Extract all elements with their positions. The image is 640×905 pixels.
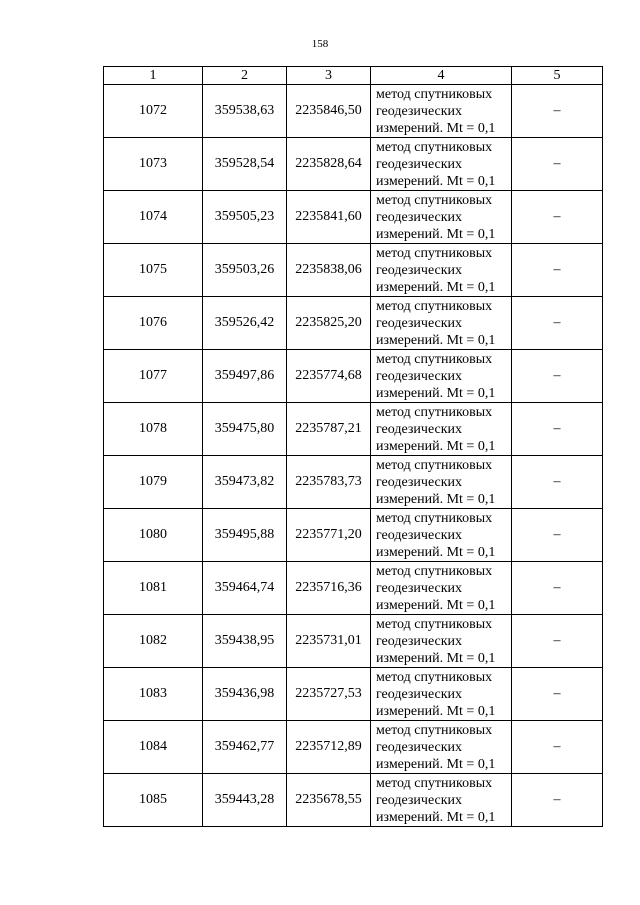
method-text-line2: геодезических (376, 633, 463, 649)
method-text-line2: геодезических (376, 580, 463, 596)
method-text-line2: геодезических (376, 156, 463, 172)
x-coordinate-cell: 359526,42 (203, 297, 287, 350)
method-text-line1: метод спутниковых (376, 351, 493, 367)
page-number: 158 (311, 38, 329, 50)
table-row (104, 562, 603, 615)
table-row (104, 138, 603, 191)
x-coordinate-cell: 359473,82 (203, 456, 287, 509)
method-text-line3: измерений. Mt = 0,1 (376, 332, 496, 348)
header-col-3: 3 (287, 67, 371, 85)
x-coordinate-cell: 359443,28 (203, 774, 287, 827)
y-coordinate-cell: 2235716,36 (287, 562, 371, 615)
header-col-2: 2 (203, 67, 287, 85)
header-col-5: 5 (512, 67, 603, 85)
method-text-line2: геодезических (376, 315, 463, 331)
method-cell (371, 403, 512, 456)
x-coordinate-cell: 359528,54 (203, 138, 287, 191)
method-text-line3: измерений. Mt = 0,1 (376, 226, 496, 242)
y-coordinate-cell: 2235825,20 (287, 297, 371, 350)
method-cell (371, 774, 512, 827)
x-coordinate-cell: 359497,86 (203, 350, 287, 403)
note-cell: – (512, 615, 603, 668)
table-row (104, 297, 603, 350)
note-cell: – (512, 244, 603, 297)
point-number-cell: 1077 (104, 350, 203, 403)
y-coordinate-cell: 2235774,68 (287, 350, 371, 403)
method-text-line1: метод спутниковых (376, 510, 493, 526)
header-col-4: 4 (371, 67, 512, 85)
x-coordinate-cell: 359462,77 (203, 721, 287, 774)
point-number-cell: 1075 (104, 244, 203, 297)
method-cell (371, 668, 512, 721)
method-text-line2: геодезических (376, 421, 463, 437)
y-coordinate-cell: 2235838,06 (287, 244, 371, 297)
note-cell: – (512, 191, 603, 244)
table-row (104, 85, 603, 138)
note-cell: – (512, 138, 603, 191)
y-coordinate-cell: 2235846,50 (287, 85, 371, 138)
table-row (104, 350, 603, 403)
x-coordinate-cell: 359538,63 (203, 85, 287, 138)
note-cell: – (512, 456, 603, 509)
table-row (104, 509, 603, 562)
method-cell (371, 456, 512, 509)
table-row (104, 668, 603, 721)
point-number-cell: 1082 (104, 615, 203, 668)
method-text-line3: измерений. Mt = 0,1 (376, 650, 496, 666)
method-cell (371, 615, 512, 668)
table-row (104, 456, 603, 509)
point-number-cell: 1076 (104, 297, 203, 350)
note-cell: – (512, 350, 603, 403)
method-text-line2: геодезических (376, 474, 463, 490)
method-text-line3: измерений. Mt = 0,1 (376, 438, 496, 454)
method-text-line1: метод спутниковых (376, 722, 493, 738)
method-cell (371, 562, 512, 615)
y-coordinate-cell: 2235727,53 (287, 668, 371, 721)
note-cell: – (512, 562, 603, 615)
method-cell (371, 721, 512, 774)
method-text-line1: метод спутниковых (376, 563, 493, 579)
method-text-line2: геодезических (376, 103, 463, 119)
method-text-line1: метод спутниковых (376, 139, 493, 155)
method-cell (371, 297, 512, 350)
method-text-line2: геодезических (376, 686, 463, 702)
note-cell: – (512, 509, 603, 562)
table-row (104, 191, 603, 244)
table-row (104, 721, 603, 774)
method-text-line1: метод спутниковых (376, 669, 493, 685)
x-coordinate-cell: 359495,88 (203, 509, 287, 562)
method-text-line1: метод спутниковых (376, 404, 493, 420)
method-text-line3: измерений. Mt = 0,1 (376, 120, 496, 136)
method-cell (371, 244, 512, 297)
y-coordinate-cell: 2235678,55 (287, 774, 371, 827)
method-cell (371, 85, 512, 138)
point-number-cell: 1083 (104, 668, 203, 721)
method-cell (371, 509, 512, 562)
method-cell (371, 350, 512, 403)
x-coordinate-cell: 359505,23 (203, 191, 287, 244)
method-text-line2: геодезических (376, 262, 463, 278)
table-row (104, 774, 603, 827)
method-text-line2: геодезических (376, 368, 463, 384)
method-text-line1: метод спутниковых (376, 457, 493, 473)
method-cell (371, 191, 512, 244)
y-coordinate-cell: 2235731,01 (287, 615, 371, 668)
method-text-line1: метод спутниковых (376, 298, 493, 314)
method-text-line2: геодезических (376, 792, 463, 808)
table-header-row (104, 67, 603, 85)
y-coordinate-cell: 2235771,20 (287, 509, 371, 562)
method-text-line1: метод спутниковых (376, 245, 493, 261)
note-cell: – (512, 721, 603, 774)
method-text-line2: геодезических (376, 527, 463, 543)
point-number-cell: 1081 (104, 562, 203, 615)
point-number-cell: 1074 (104, 191, 203, 244)
method-text-line3: измерений. Mt = 0,1 (376, 385, 496, 401)
method-text-line1: метод спутниковых (376, 616, 493, 632)
method-cell (371, 138, 512, 191)
method-text-line3: измерений. Mt = 0,1 (376, 173, 496, 189)
note-cell: – (512, 85, 603, 138)
point-number-cell: 1073 (104, 138, 203, 191)
note-cell: – (512, 774, 603, 827)
y-coordinate-cell: 2235828,64 (287, 138, 371, 191)
method-text-line2: геодезических (376, 739, 463, 755)
method-text-line3: измерений. Mt = 0,1 (376, 703, 496, 719)
method-text-line1: метод спутниковых (376, 775, 493, 791)
method-text-line3: измерений. Mt = 0,1 (376, 756, 496, 772)
x-coordinate-cell: 359464,74 (203, 562, 287, 615)
method-text-line1: метод спутниковых (376, 86, 493, 102)
y-coordinate-cell: 2235783,73 (287, 456, 371, 509)
header-col-1: 1 (104, 67, 203, 85)
method-text-line3: измерений. Mt = 0,1 (376, 279, 496, 295)
note-cell: – (512, 297, 603, 350)
point-number-cell: 1080 (104, 509, 203, 562)
point-number-cell: 1079 (104, 456, 203, 509)
x-coordinate-cell: 359438,95 (203, 615, 287, 668)
y-coordinate-cell: 2235841,60 (287, 191, 371, 244)
table-row (104, 403, 603, 456)
table-body (104, 85, 603, 827)
note-cell: – (512, 403, 603, 456)
point-number-cell: 1078 (104, 403, 203, 456)
point-number-cell: 1072 (104, 85, 203, 138)
method-text-line3: измерений. Mt = 0,1 (376, 809, 496, 825)
point-number-cell: 1084 (104, 721, 203, 774)
method-text-line3: измерений. Mt = 0,1 (376, 491, 496, 507)
x-coordinate-cell: 359503,26 (203, 244, 287, 297)
x-coordinate-cell: 359475,80 (203, 403, 287, 456)
method-text-line3: измерений. Mt = 0,1 (376, 544, 496, 560)
method-text-line2: геодезических (376, 209, 463, 225)
point-number-cell: 1085 (104, 774, 203, 827)
method-text-line3: измерений. Mt = 0,1 (376, 597, 496, 613)
table-row (104, 244, 603, 297)
table-row (104, 615, 603, 668)
method-text-line1: метод спутниковых (376, 192, 493, 208)
y-coordinate-cell: 2235787,21 (287, 403, 371, 456)
x-coordinate-cell: 359436,98 (203, 668, 287, 721)
note-cell: – (512, 668, 603, 721)
coordinates-table (103, 66, 603, 827)
y-coordinate-cell: 2235712,89 (287, 721, 371, 774)
